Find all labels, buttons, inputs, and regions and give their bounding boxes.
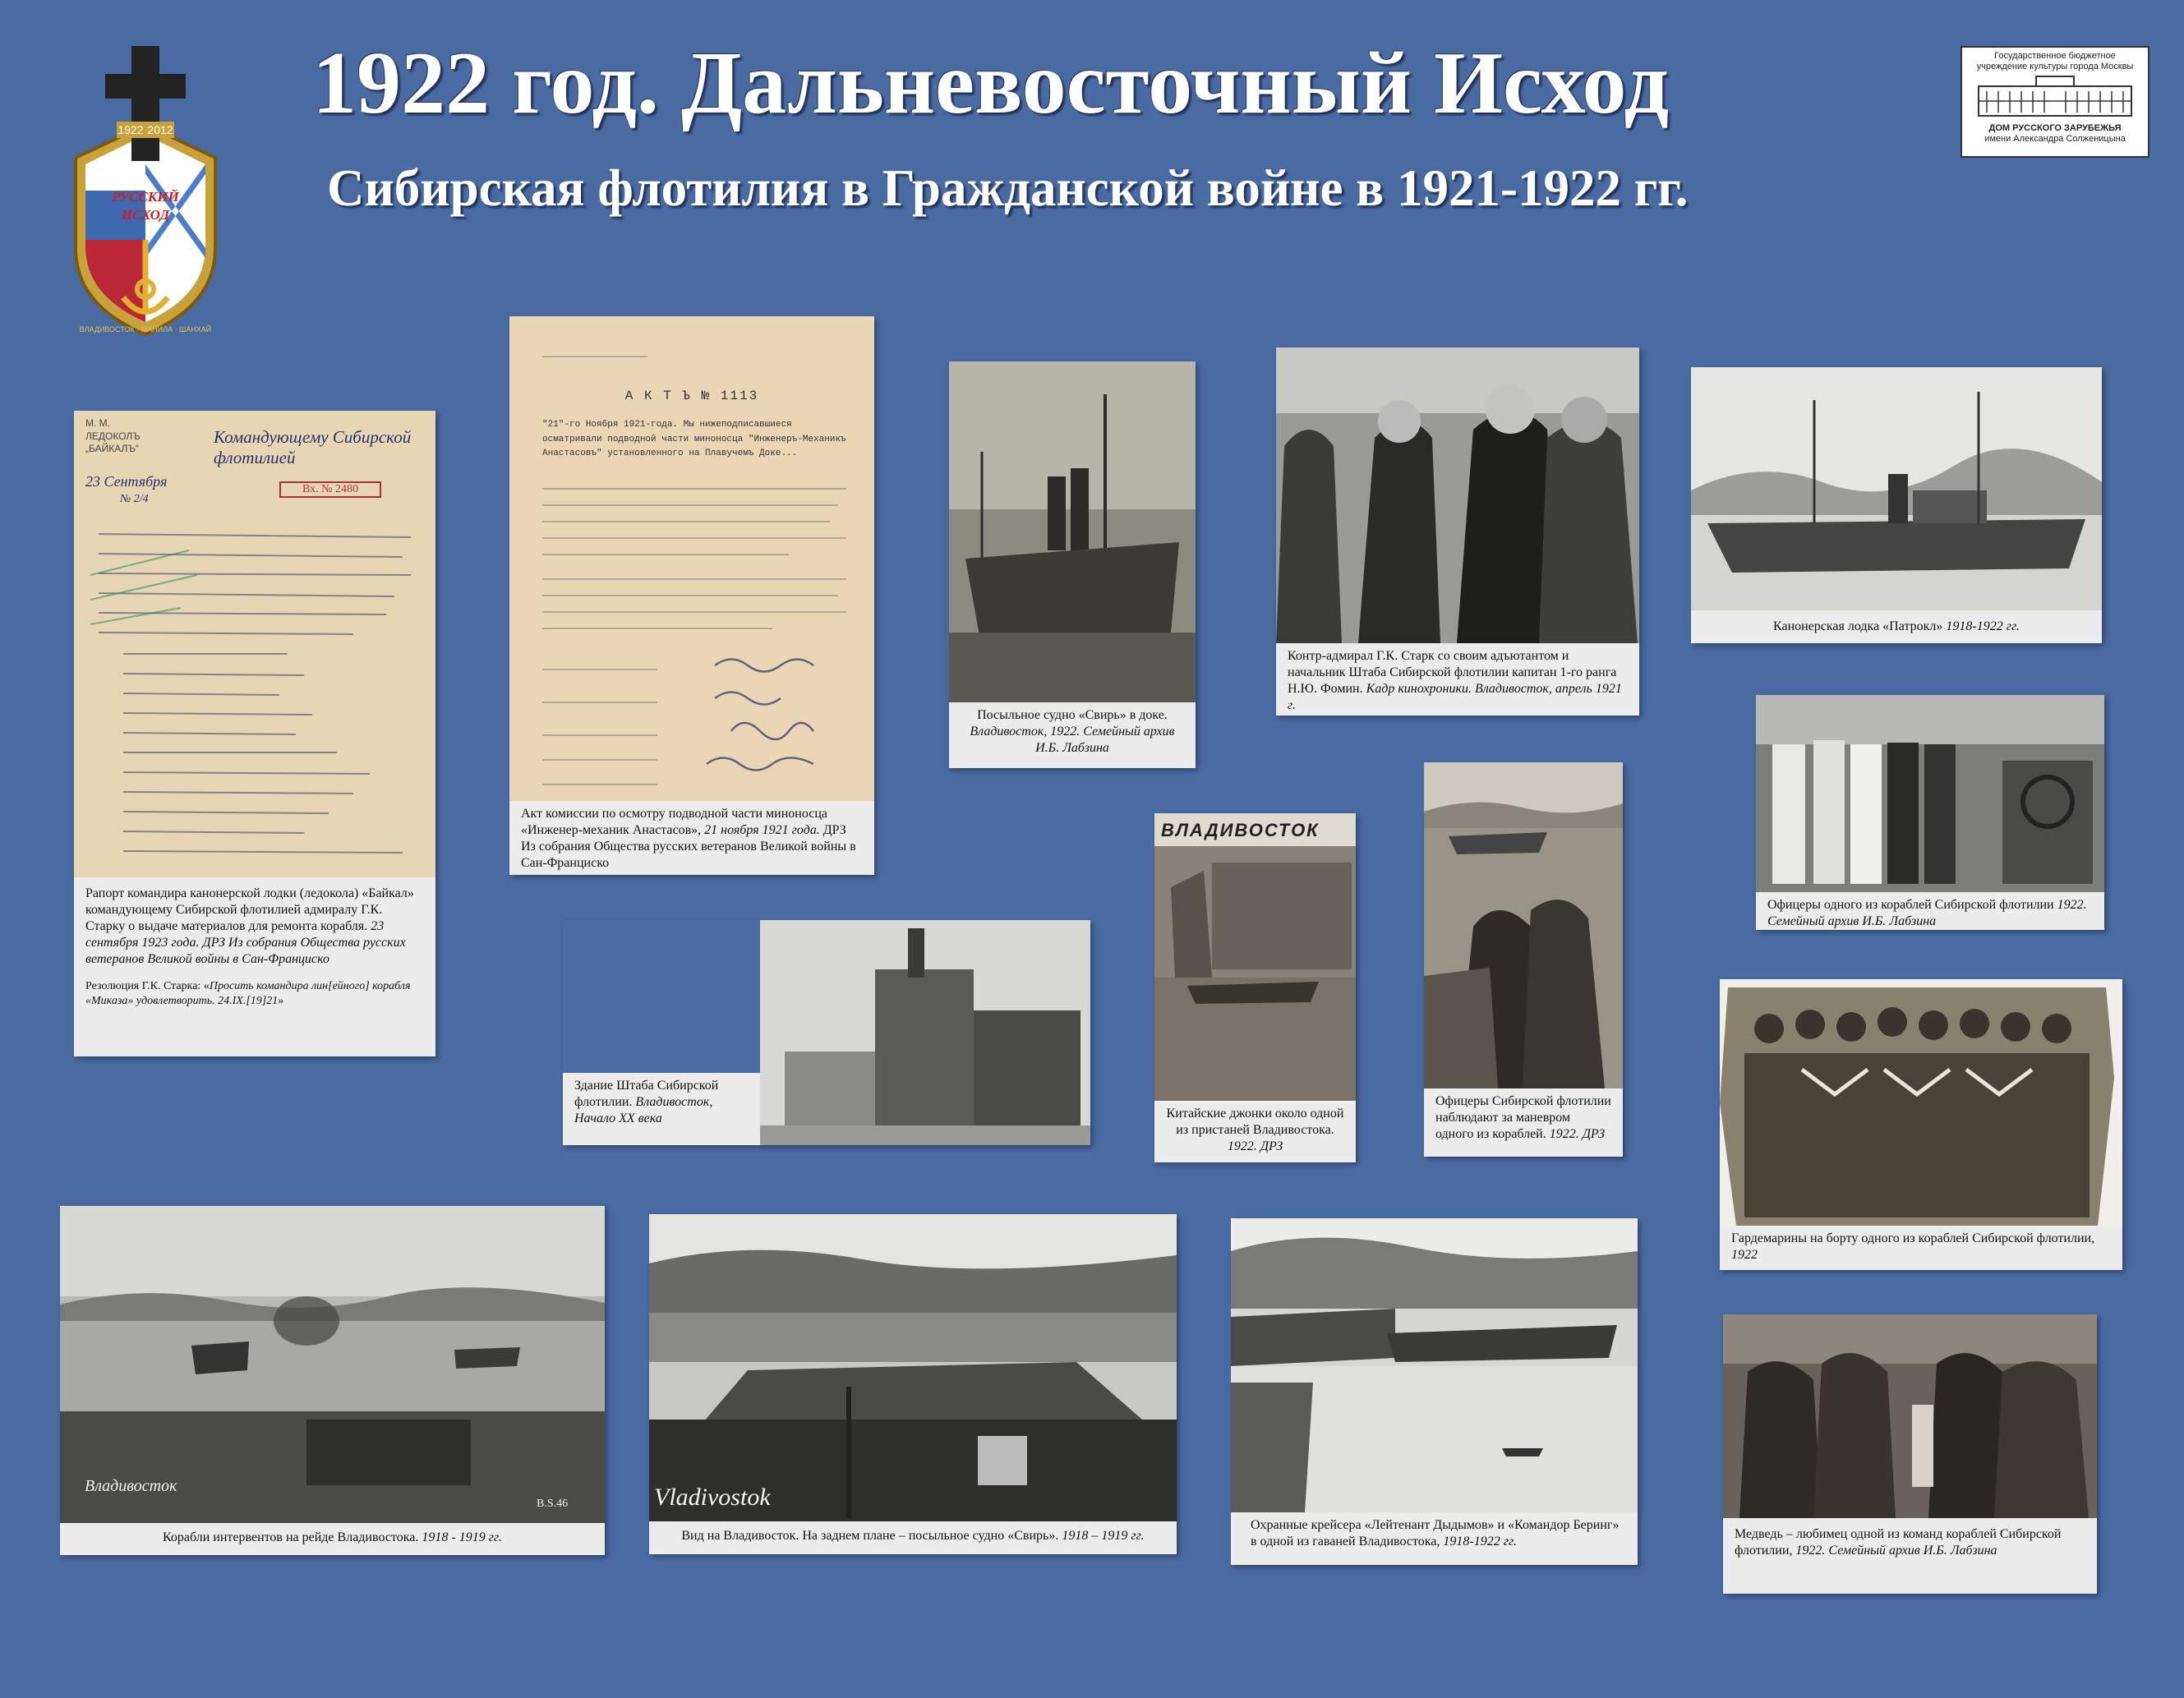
emblem-line1: РУССКИЙ [112, 189, 179, 205]
svir-caption [949, 702, 1196, 768]
kreisera-photo [1231, 1218, 1638, 1512]
exhibit-shtab [563, 920, 1090, 1145]
interventy-photo-text2: B.S.46 [537, 1498, 569, 1510]
logo-line4: имени Александра Солженицына [1984, 133, 2126, 144]
officers-ship-caption [1756, 892, 2104, 930]
exhibit-patrokl [1691, 367, 2102, 643]
shtab-photo [760, 920, 1090, 1145]
raport-caption-italic: 23 сентября 1923 года. ДРЗ Из собрания Общества русских ветеранов Великой войны в Сан-Франциско [85, 919, 406, 966]
exhibit-stark [1276, 347, 1639, 716]
stark-caption-text: Контр-адмирал Г.К. Старк со своим адъютантом и начальник Штаба Сибирской флотилии капитан 1-го ранга Н.Ю. Фомин. [1288, 649, 1617, 696]
interventy-photo-text: Владивосток [85, 1477, 177, 1495]
medved-caption-italic: 1922. Семейный архив И.Б. Лабзина [1795, 1544, 1997, 1558]
page-subtitle: Сибирская флотилия в Гражданской войне в 1921-1922 гг. [327, 159, 1689, 217]
exhibit-raport [74, 411, 435, 1056]
gardemariny-caption-text: Гардемарины на борту одного из кораблей Сибирской флотилии, [1731, 1231, 2095, 1245]
vid-photo-text: Vladivostok [654, 1484, 771, 1511]
raport-doc-addressee: Командующему Сибирской флотилией [214, 427, 412, 467]
akt-doc-text: "21"-го Ноября 1921-года. Мы нижеподписавшиеся осматривали подводной части миноносца "Инженеръ-Механикъ Анастасовъ" установленного на Плавучемъ Доке... [542, 420, 846, 459]
junks-photo-text: ВЛАДИВОСТОК [1161, 820, 1320, 840]
raport-doc-header-3: „БАЙКАЛЪ“ [85, 443, 139, 455]
vid-caption-text: Вид на Владивосток. На заднем плане – посыльное судно «Свирь». [681, 1529, 1059, 1543]
vid-photo [649, 1214, 1177, 1521]
exhibit-akt [509, 316, 874, 875]
logo-line1: Государственное бюджетное [1994, 51, 2116, 61]
svir-photo [949, 361, 1196, 702]
vid-caption [649, 1521, 1177, 1554]
junks-caption-italic: 1922. ДРЗ [1227, 1139, 1283, 1153]
raport-doc-stamp: Вх. № 2480 [279, 481, 381, 498]
junks-caption-text: Китайские джонки около одной из пристаней Владивостока. [1166, 1107, 1344, 1137]
building-icon [1962, 71, 2148, 119]
raport-caption-text: Рапорт командира канонерской лодки (ледокола) «Байкал» командующему Сибирской флотилией адмиралу Г.К. Старку о выдаче материалов для ремонта корабля. [85, 886, 414, 933]
akt-caption [509, 801, 874, 875]
logo-line2: учреждение культуры города Москвы [1976, 61, 2134, 71]
exhibit-kreisera [1231, 1218, 1638, 1565]
gardemariny-photo [1720, 979, 2122, 1226]
raport-document-image [74, 411, 435, 877]
patrokl-caption-text: Канонерская лодка «Патрокл» [1773, 619, 1943, 633]
kreisera-caption-italic: 1918-1922 гг. [1443, 1535, 1518, 1548]
interventy-caption-text: Корабли интервентов на рейде Владивостока. [163, 1530, 419, 1544]
kreisera-caption-text: Охранные крейсера «Лейтенант Дыдымов» и «Командор Беринг» в одной из гаваней Владивостока, [1251, 1518, 1620, 1548]
akt-doc-title: А К Т Ъ № 1113 [624, 389, 759, 403]
svir-caption-italic: Владивосток, 1922. Семейный архив И.Б. Лабзина [970, 725, 1175, 755]
vid-caption-italic: 1918 – 1919 гг. [1062, 1529, 1145, 1543]
emblem-year-right: 2012 [147, 123, 173, 136]
interventy-caption [60, 1523, 605, 1555]
exhibit-junks [1154, 813, 1356, 1162]
patrokl-photo [1691, 367, 2102, 610]
stark-photo [1276, 347, 1639, 643]
exhibit-gardemariny [1720, 979, 2122, 1270]
gardemariny-caption-italic: 1922 [1731, 1248, 1758, 1262]
akt-document-image: ————————— А К Т Ъ № 1113 "21"-го Ноября 1921-года. Мы нижеподписавшиеся осматривали подводной части миноносца "Инженеръ-Механикъ Анастасовъ" установленного на Плавучемъ Доке... [509, 316, 874, 801]
emblem-year-left: 1922 [117, 123, 144, 136]
house-of-russian-abroad-logo [1961, 46, 2149, 158]
officers-maneuver-caption-italic: 1922. ДРЗ [1549, 1127, 1606, 1141]
page-title: 1922 год. Дальневосточный Исход [312, 35, 1669, 132]
shtab-caption [563, 1073, 760, 1145]
stark-caption [1276, 643, 1639, 716]
akt-caption-text2: ДРЗ Из собрания Общества русских ветеранов Великой войны в Сан-Франциско [521, 823, 856, 870]
raport-doc-date: 23 Сентября [85, 473, 168, 490]
akt-caption-italic: 21 ноября 1921 года. [704, 823, 820, 837]
medved-caption-text: Медведь – любимец одной из команд кораблей Сибирской флотилии, [1735, 1527, 2062, 1558]
raport-doc-header-2: ЛЕДОКОЛЪ [85, 430, 141, 442]
exhibit-interventy [60, 1206, 605, 1555]
exhibit-vid [649, 1214, 1177, 1554]
raport-handwriting-lines [90, 526, 435, 877]
officers-maneuver-caption-text: Офицеры Сибирской флотилии наблюдают за маневром одного из кораблей. [1435, 1094, 1611, 1141]
logo-line3: ДОМ РУССКОГО ЗАРУБЕЖЬЯ [1988, 123, 2122, 134]
interventy-caption-italic: 1918 - 1919 гг. [422, 1530, 502, 1544]
kreisera-caption [1231, 1512, 1638, 1565]
raport-resolution-italic: Просить командира лин[ейного] корабля «Миказа» удовлетворить. 24.IX.[19]21 [85, 980, 411, 1007]
interventy-photo [60, 1206, 605, 1523]
emblem-ring-text: ВЛАДИВОСТОК · МАНИЛА · ШАНХАЙ [79, 325, 212, 334]
akt-typed-lines [542, 481, 874, 801]
raport-doc-header-1: М. М. [85, 417, 110, 429]
exhibit-svir [949, 361, 1196, 768]
junks-caption [1154, 1101, 1356, 1162]
raport-caption [74, 877, 435, 1056]
raport-doc-number: № 2/4 [120, 493, 149, 505]
exhibit-medved [1723, 1314, 2097, 1594]
akt-caption-text: Акт комиссии по осмотру подводной части миноносца «Инженер-механик Анастасов», [521, 807, 828, 837]
raport-resolution: Резолюция Г.К. Старка: «Просить командира лин[ейного] корабля «Миказа» удовлетворить. 24.IX.[19]21» [85, 980, 411, 1007]
officers-maneuver-photo [1424, 762, 1623, 1088]
shtab-caption-text: Здание Штаба Сибирской флотилии. [574, 1079, 719, 1109]
gardemariny-caption [1720, 1226, 2122, 1270]
russian-exodus-emblem [59, 43, 232, 340]
junks-photo [1154, 813, 1356, 1101]
exhibit-officers-maneuver [1424, 762, 1623, 1157]
officers-ship-caption-text: Офицеры одного из кораблей Сибирской флотилии [1767, 898, 2054, 912]
medved-photo [1723, 1314, 2097, 1518]
officers-ship-caption-italic: 1922. Семейный архив И.Б. Лабзина [1767, 898, 2087, 928]
emblem-line2: ИСХОД [121, 207, 170, 223]
patrokl-caption [1691, 610, 2102, 643]
officers-ship-photo [1756, 695, 2104, 892]
officers-maneuver-caption [1424, 1088, 1623, 1157]
patrokl-caption-italic: 1918-1922 гг. [1946, 619, 2020, 633]
shtab-caption-italic: Владивосток, Начало XX века [574, 1095, 713, 1125]
svir-caption-text: Посыльное судно «Свирь» в доке. [977, 708, 1168, 722]
stark-caption-italic: Кадр кинохроники. Владивосток, апрель 1921 г. [1288, 682, 1622, 712]
exhibit-officers-ship [1756, 695, 2104, 930]
medved-caption [1723, 1518, 2097, 1594]
